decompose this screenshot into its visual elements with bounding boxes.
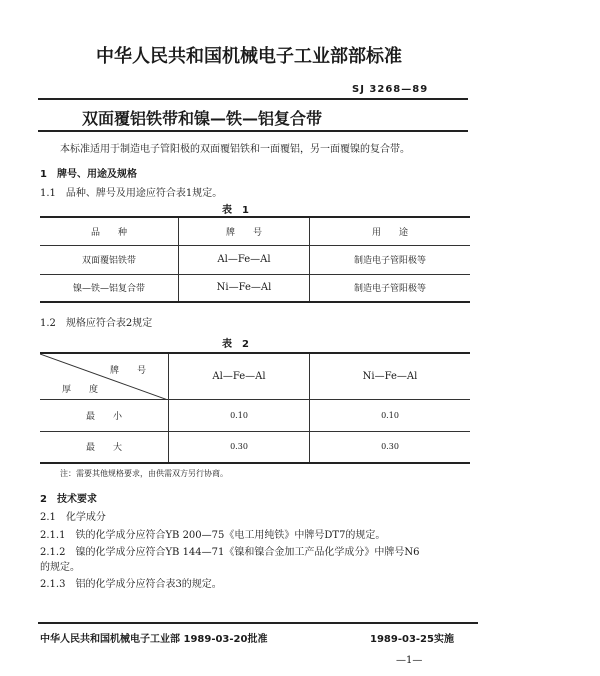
table-note: 注：需要其他规格要求，由供需双方另行协商。	[60, 469, 228, 478]
table-2-caption: 表 2	[222, 339, 249, 350]
section-2-heading: 2 技术要求	[40, 494, 97, 505]
clause-2-1: 2.1 化学成分	[40, 512, 106, 523]
table-row-label: 最 小	[40, 399, 169, 431]
org-standard-title: 中华人民共和国机械电子工业部部标准	[96, 46, 402, 67]
standard-code: SJ 3268—89	[352, 84, 429, 95]
corner-top-label: 牌 号	[109, 366, 146, 376]
table-1-caption: 表 1	[222, 205, 249, 216]
table-row	[40, 245, 470, 274]
table-row	[40, 399, 470, 431]
table-1-header-cell: 用 途	[310, 217, 471, 245]
table-2	[40, 352, 470, 464]
table-row	[40, 274, 470, 302]
approval-info: 中华人民共和国机械电子工业部 1989-03-20批准	[40, 634, 268, 645]
table-1-header-cell: 品 种	[40, 217, 179, 245]
clause-1-1: 1.1 品种、牌号及用途应符合表1规定。	[40, 188, 223, 199]
section-1-heading: 1 牌号、用途及规格	[40, 169, 137, 180]
table-row	[40, 431, 470, 463]
page-number: —1—	[396, 655, 423, 666]
intro-paragraph: 本标准适用于制造电子管阳极的双面覆铝铁和一面覆铝，另一面覆镍的复合带。	[60, 144, 410, 155]
title-rule	[38, 130, 468, 132]
table-1	[40, 216, 470, 303]
document-title: 双面覆铝铁带和镍—铁—铝复合带	[82, 109, 323, 128]
diagonal-line	[40, 354, 168, 400]
table-2-header-cell: Ni—Fe—Al	[310, 353, 471, 399]
table-1-header-cell: 牌 号	[179, 217, 310, 245]
table-cell: Ni—Fe—Al	[179, 274, 310, 302]
table-cell: 制造电子管阳极等	[310, 274, 471, 302]
clause-1-2: 1.2 规格应符合表2规定	[40, 318, 153, 329]
clause-2-1-2-cont: 的规定。	[40, 562, 80, 573]
table-cell: Al—Fe—Al	[179, 245, 310, 274]
corner-bottom-label: 厚 度	[62, 385, 99, 395]
footer-rule	[38, 622, 478, 624]
implementation-date: 1989-03-25实施	[370, 634, 454, 645]
table-row-label: 最 大	[40, 431, 169, 463]
table-2-header-row	[40, 353, 470, 399]
table-cell: 0.10	[169, 399, 310, 431]
table-1-header-row	[40, 217, 470, 245]
table-2-header-cell: Al—Fe—Al	[169, 353, 310, 399]
clause-2-1-3: 2.1.3 铝的化学成分应符合表3的规定。	[40, 579, 222, 590]
table-cell: 0.30	[310, 431, 471, 463]
clause-2-1-2: 2.1.2 镍的化学成分应符合YB 144—71《镍和镍合金加工产品化学成分》中牌号N6	[40, 547, 420, 558]
table-cell: 双面覆铝铁带	[40, 245, 179, 274]
table-cell: 镍—铁—铝复合带	[40, 274, 179, 302]
header-rule	[38, 98, 468, 100]
clause-2-1-1: 2.1.1 铁的化学成分应符合YB 200—75《电工用纯铁》中牌号DT7的规定。	[40, 530, 386, 541]
table-cell: 0.10	[310, 399, 471, 431]
table-cell: 0.30	[169, 431, 310, 463]
table-2-corner-cell	[40, 353, 169, 399]
table-cell: 制造电子管阳极等	[310, 245, 471, 274]
